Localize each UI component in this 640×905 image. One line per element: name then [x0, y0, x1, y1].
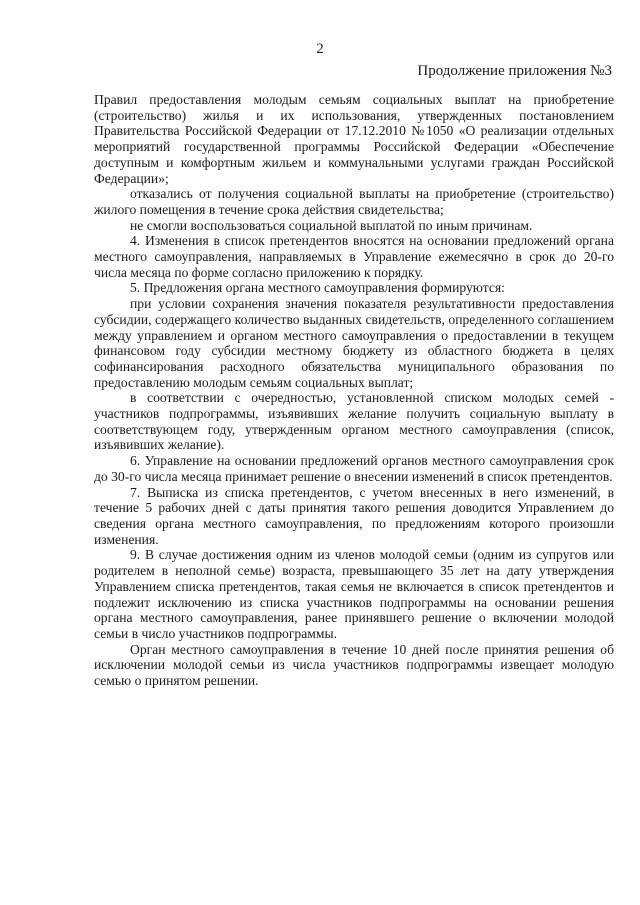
- paragraph-notification: Орган местного самоуправления в течение 10 дней после принятия решения об исключении молодой семьи из числа участников подпрограммы извещает молодую семью о принятом решении.: [94, 641, 614, 689]
- continuation-header: Продолжение приложения №3: [417, 63, 612, 79]
- paragraph-rules-continuation: Правил предоставления молодым семьям социальных выплат на приобретение (строительство) жилья и их использования, утвержденных постановлением Правительства Российской Федерации от 17.12.2010 №1050 «О реализации отдельных мероприятий государственной программы Российской Федерации «Обеспечение доступным и комфортным жильем и коммунальными услугами граждан Российской Федерации»;: [94, 92, 614, 186]
- paragraph-item-6: 6. Управление на основании предложений органов местного самоуправления срок до 30-го числа месяца принимает решение о внесении изменений в список претендентов.: [94, 453, 614, 484]
- page-number: 2: [316, 41, 324, 57]
- paragraph-item-9: 9. В случае достижения одним из членов молодой семьи (одним из супругов или родителем в неполной семье) возраста, превышающего 35 лет на дату утверждения Управлением списка претендентов, такая семья не включается в список претендентов и подлежит исключению из списка участников подпрограммы на основании решения органа местного самоуправления, ранее принявшего решение о включении молодой семьи в число участников подпрограммы.: [94, 547, 614, 641]
- paragraph-condition-queue: в соответствии с очередностью, установленной списком молодых семей - участников подпрограммы, изъявивших желание получить социальную выплату в соответствующем году, утвержденным органом местного самоуправления (список, изъявивших желание).: [94, 390, 614, 453]
- document-body: [94, 92, 614, 689]
- paragraph-refused-payment: отказались от получения социальной выплаты на приобретение (строительство) жилого помещения в течение срока действия свидетельства;: [94, 186, 614, 217]
- paragraph-item-7: 7. Выписка из списка претендентов, с учетом внесенных в него изменений, в течение 5 рабочих дней с даты принятия такого решения доводится Управлением до сведения органа местного самоуправления, по предложениям которого произошли изменения.: [94, 484, 614, 547]
- paragraph-item-5: 5. Предложения органа местного самоуправления формируются:: [130, 280, 505, 296]
- paragraph-other-reasons: не смогли воспользоваться социальной выплатой по иным причинам.: [130, 217, 533, 233]
- paragraph-item-4: 4. Изменения в список претендентов вносятся на основании предложений органа местного самоуправления, направляемых в Управление ежемесячно в срок до 20-го числа месяца по форме согласно приложению к порядку.: [94, 233, 614, 280]
- paragraph-condition-subsidy: при условии сохранения значения показателя результативности предоставления субсидии, содержащего количество выданных свидетельств, определенного соглашением между управлением и органом местного самоуправления о предоставлении в текущем финансовом году субсидии местному бюджету из областного бюджета в целях софинансирования расходного обязательства муниципального образования по предоставлению молодым семьям социальных выплат;: [94, 296, 614, 390]
